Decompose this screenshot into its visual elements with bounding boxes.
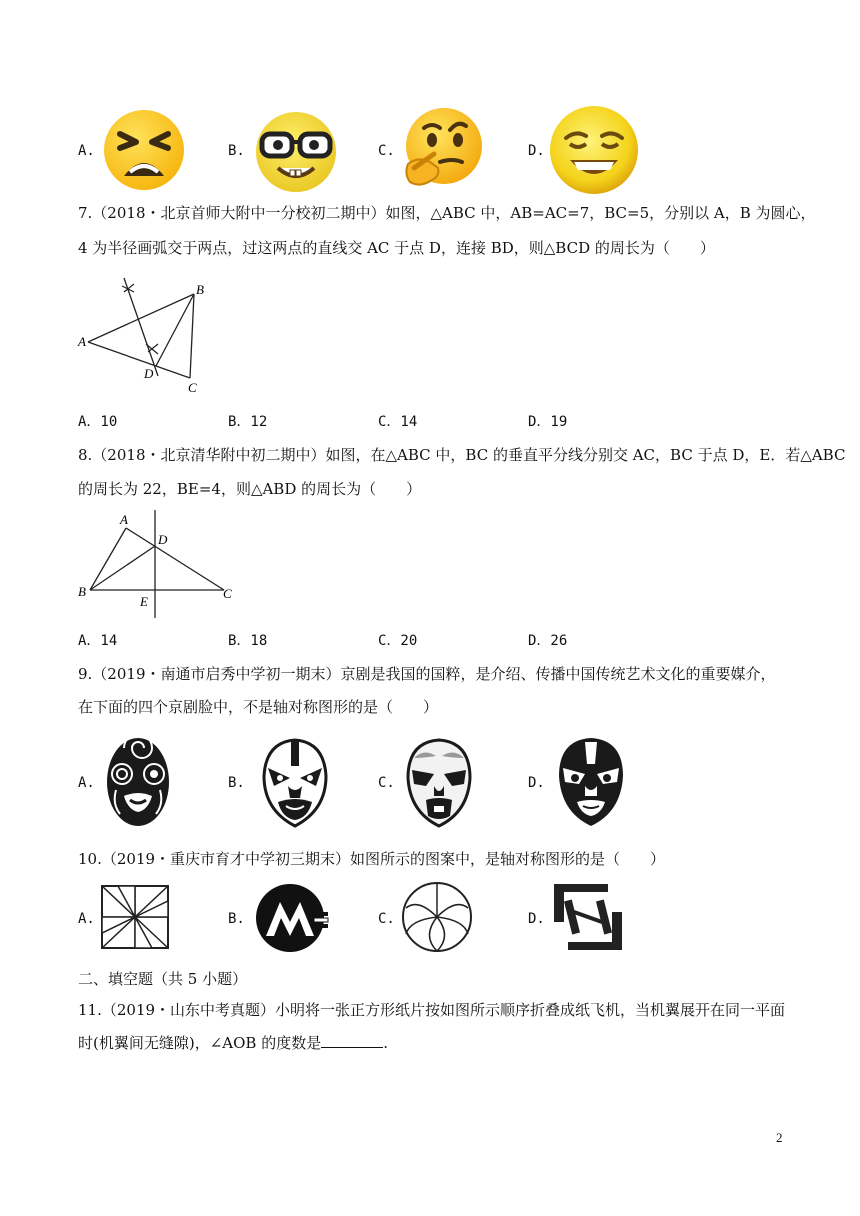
q7-option-d: D．19 xyxy=(528,414,568,430)
m-logo-pattern-icon xyxy=(252,882,330,954)
page-number: 2 xyxy=(776,1130,783,1145)
q8-label-d: D xyxy=(158,532,168,547)
q10-option-a-label: A. xyxy=(78,911,95,927)
opera-mask-b-icon xyxy=(260,736,330,830)
pinwheel-pattern-icon xyxy=(100,884,170,950)
q9-text-line2: 在下面的四个京剧脸中，不是轴对称图形的是（ ） xyxy=(78,698,439,716)
q8-text-line1: 8.（2018・北京清华附中初二期中）如图，在△ABC 中，BC 的垂直平分线分别交 AC，BC 于点 D，E．若△ABC xyxy=(78,446,846,464)
q8-label-a: A xyxy=(120,512,128,527)
q7-option-a: A．10 xyxy=(78,414,118,430)
q8-option-a: A．14 xyxy=(78,633,118,649)
circle-trefoil-pattern-icon xyxy=(400,880,474,954)
q8-option-c: C．20 xyxy=(378,633,418,649)
q10-text-line1: 10.（2019・重庆市育才中学初三期末）如图所示的图案中，是轴对称图形的是（ ） xyxy=(78,850,666,868)
q8-option-d: D．26 xyxy=(528,633,568,649)
q6-option-b-label: B. xyxy=(228,143,245,159)
q8-option-b: B．18 xyxy=(228,633,268,649)
q6-option-a-label: A. xyxy=(78,143,95,159)
section-heading-fill-in: 二、填空题（共 5 小题） xyxy=(78,970,248,988)
q6-option-d-label: D. xyxy=(528,143,545,159)
q9-text-line1: 9.（2019・南通市启秀中学初一期末）京剧是我国的国粹，是介绍、传播中国传统艺术文化的重要媒介， xyxy=(78,665,776,683)
q8-triangle-figure xyxy=(78,508,238,620)
z-square-pattern-icon xyxy=(552,882,624,952)
q11-text-line1: 11.（2019・山东中考真题）小明将一张正方形纸片按如图所示顺序折叠成纸飞机，当机翼展开在同一平面 xyxy=(78,1001,786,1019)
q7-text-line2: 4 为半径画弧交于两点，过这两点的直线交 AC 于点 D，连接 BD，则△BCD 的周长为（ ） xyxy=(78,239,715,257)
nerd-face-emoji-icon xyxy=(254,110,338,194)
q8-text-line2: 的周长为 22，BE=4，则△ABD 的周长为（ ） xyxy=(78,480,422,498)
q7-text-line1: 7.（2018・北京首师大附中一分校初二期中）如图，△ABC 中，AB=AC=7，BC=5，分别以 A，B 为圆心， xyxy=(78,204,816,222)
q11-text-line2-prefix: 时(机翼间无缝隙)，∠AOB 的度数是 xyxy=(78,1034,322,1052)
q7-triangle-figure xyxy=(78,272,208,396)
opera-mask-c-icon xyxy=(404,736,474,830)
q11-answer-blank[interactable] xyxy=(321,1033,383,1048)
q7-label-d: D xyxy=(144,366,154,381)
q9-option-c-label: C. xyxy=(378,775,395,791)
q7-option-c: C．14 xyxy=(378,414,418,430)
q8-label-c: C xyxy=(223,586,232,601)
q6-option-c-label: C. xyxy=(378,143,395,159)
grinning-sun-emoji-icon xyxy=(548,104,640,196)
opera-mask-a-icon xyxy=(104,734,172,830)
tired-face-emoji-icon xyxy=(102,108,186,192)
q11-text-line2-suffix: . xyxy=(383,1034,388,1052)
q8-label-b: B xyxy=(78,584,86,599)
q9-option-a-label: A. xyxy=(78,775,95,791)
q7-label-a: A xyxy=(78,334,86,349)
q7-label-b: B xyxy=(196,282,204,297)
opera-mask-d-icon xyxy=(555,734,627,830)
q7-option-b: B．12 xyxy=(228,414,268,430)
q9-option-b-label: B. xyxy=(228,775,245,791)
thinking-face-emoji-icon xyxy=(400,106,486,192)
q10-option-c-label: C. xyxy=(378,911,395,927)
q7-label-c: C xyxy=(188,380,197,395)
q8-label-e: E xyxy=(140,594,148,609)
q9-option-d-label: D. xyxy=(528,775,545,791)
q11-text-line2 xyxy=(78,1033,388,1053)
q10-option-b-label: B. xyxy=(228,911,245,927)
q10-option-d-label: D. xyxy=(528,911,545,927)
